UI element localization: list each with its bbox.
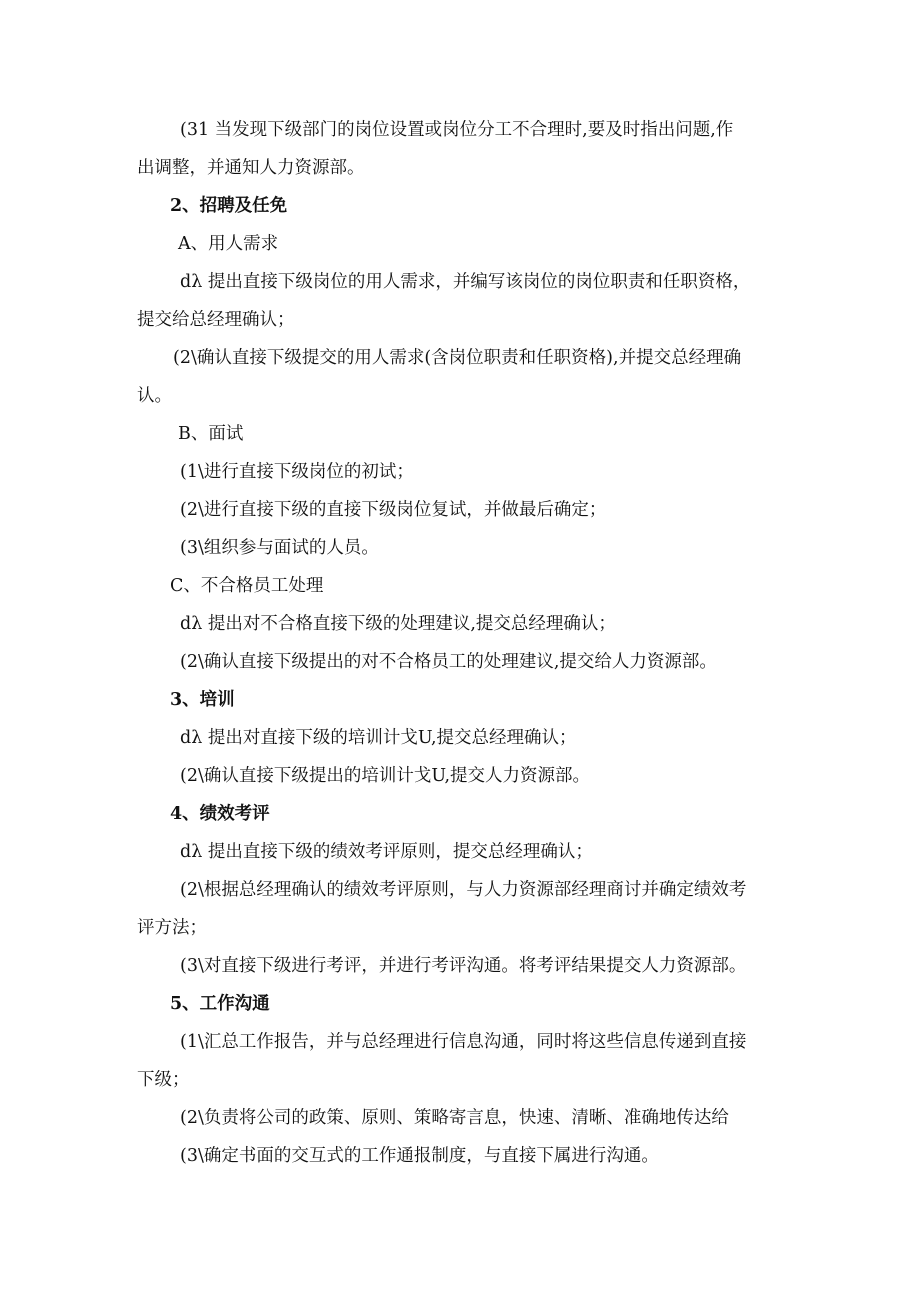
paragraph-line: (3\组织参与面试的人员。 <box>180 538 379 558</box>
paragraph-line: (3\对直接下级进行考评，并进行考评沟通。将考评结果提交人力资源部。 <box>180 956 747 976</box>
subsection-heading: A、用人需求 <box>178 234 279 254</box>
paragraph-line: (2\确认直接下级提出的培训计戈U,提交人力资源部。 <box>180 766 591 786</box>
paragraph-line: dλ 提出直接下级岗位的用人需求，并编写该岗位的岗位职责和任职资格， <box>180 272 751 292</box>
paragraph-line: 评方法； <box>137 918 207 938</box>
paragraph-line: (2\确认直接下级提出的对不合格员工的处理建议,提交给人力资源部。 <box>180 652 717 672</box>
paragraph-line: dλ 提出对不合格直接下级的处理建议,提交总经理确认； <box>180 614 616 634</box>
paragraph-line: (3\确定书面的交互式的工作通报制度，与直接下属进行沟通。 <box>180 1146 659 1166</box>
paragraph-line: (31 当发现下级部门的岗位设置或岗位分工不合理时,要及时指出问题,作 <box>180 120 734 140</box>
subsection-heading: B、面试 <box>178 424 244 444</box>
section-heading: 3、培训 <box>170 690 235 710</box>
paragraph-line: (2\进行直接下级的直接下级岗位复试，并做最后确定； <box>180 500 607 520</box>
paragraph-line: (2\根据总经理确认的绩效考评原则，与人力资源部经理商讨并确定绩效考 <box>180 880 747 900</box>
paragraph-line: 认。 <box>137 386 172 406</box>
paragraph-line: (1\进行直接下级岗位的初试； <box>180 462 414 482</box>
paragraph-line: 出调整，并通知人力资源部。 <box>137 158 365 178</box>
paragraph-line: (2\确认直接下级提交的用人需求(含岗位职责和任职资格),并提交总经理确 <box>173 348 742 368</box>
paragraph-line: (2\负责将公司的政策、原则、策略寄言息，快速、清晰、准确地传达给 <box>180 1108 729 1128</box>
section-heading: 4、绩效考评 <box>170 804 270 824</box>
paragraph-line: (1\汇总工作报告，并与总经理进行信息沟通，同时将这些信息传递到直接 <box>180 1032 747 1052</box>
section-heading: 5、工作沟通 <box>170 994 270 1014</box>
paragraph-line: 下级； <box>137 1070 190 1090</box>
paragraph-line: dλ 提出直接下级的绩效考评原则，提交总经理确认； <box>180 842 593 862</box>
subsection-heading: C、不合格员工处理 <box>170 576 324 596</box>
paragraph-line: 提交给总经理确认； <box>137 310 295 330</box>
section-heading: 2、招聘及任免 <box>170 196 288 216</box>
paragraph-line: dλ 提出对直接下级的培训计戈U,提交总经理确认； <box>180 728 577 748</box>
